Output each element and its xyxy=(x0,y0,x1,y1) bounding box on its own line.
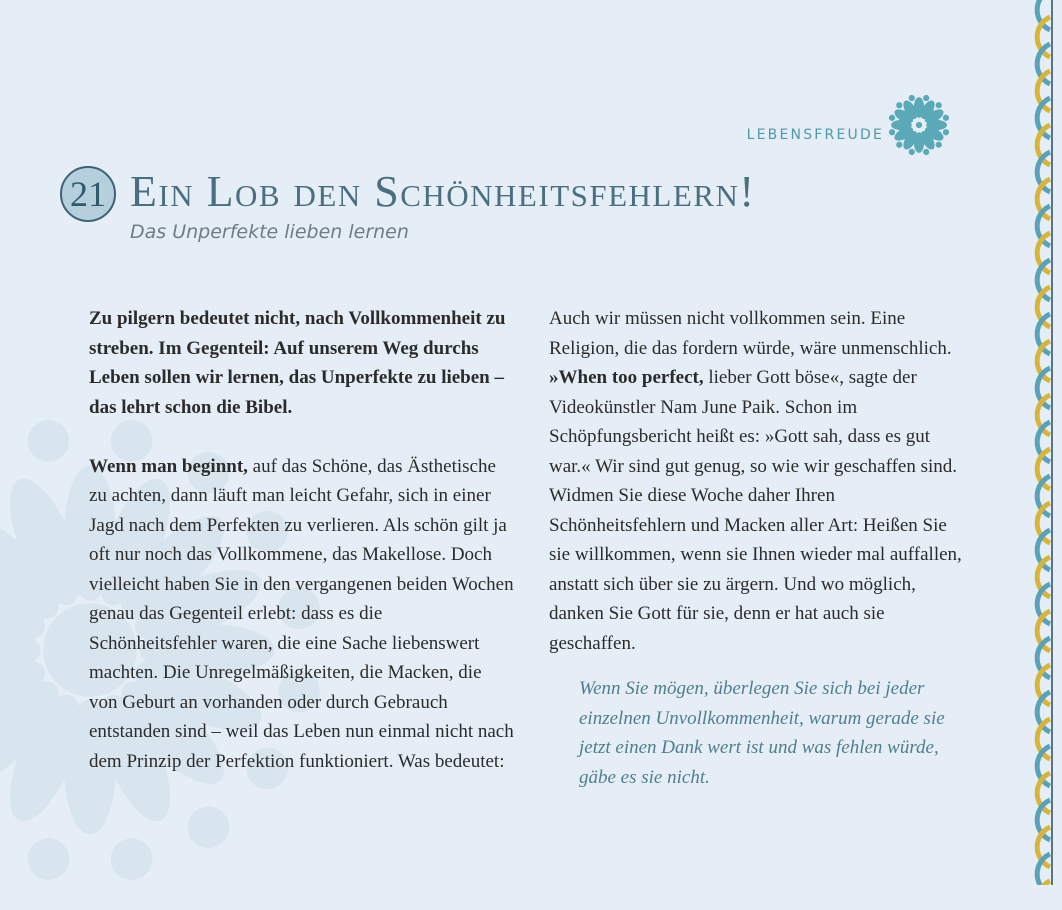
reflection-tip: Wenn Sie mögen, überlegen Sie sich bei jeder einzelnen Unvollkommenheit, warum gerade sie jetzt einen Dank wert ist und was fehlen würde, gäbe es sie nicht. xyxy=(549,674,969,792)
page-title: Ein Lob den Schönheitsfehlern! xyxy=(130,166,756,217)
celtic-border-ornament xyxy=(1004,0,1062,885)
paragraph-1-text: auf das Schöne, das Ästhetische zu achten, dann läuft man leicht Gefahr, sich in einer Jagd nach dem Perfekten zu verlieren. Als schön gilt ja oft nur noch das Vollkommene, das Makellose. Doch vielleicht haben Sie in den vergangenen beiden Wochen genau das Gegenteil erlebt: dass es die Schönheitsfehler waren, die eine Sache liebenswert machten. Die Unregelmäßigkeiten, die Macken, die von Geburt an vorhanden oder durch Gebrauch entstanden sind – weil das Leben nun einmal nicht nach dem Prinzip der Perfektion funktioniert. Was bedeutet: xyxy=(89,456,514,772)
paragraph-2-text: lieber Gott böse«, sagte der Videokünstler Nam June Paik. Schon im Schöpfungsbericht heißt es: »Gott sah, dass es gut war.« Wir sind gut genug, so wie wir geschaffen sind. Widmen Sie diese Woche daher Ihren Schönheitsfehlern und Macken aller Art: Heißen Sie sie willkommen, wenn sie Ihnen wieder mal auffallen, anstatt sich über sie zu ärgern. Und wo möglich, danken Sie Gott für sie, denn er hat auch sie geschaffen. xyxy=(549,367,962,654)
body-paragraph-2 xyxy=(549,363,969,658)
lead-paragraph: Zu pilgern bedeutet nicht, nach Vollkommenheit zu streben. Im Gegenteil: Auf unserem Weg durchs Leben sollen wir lernen, das Unperfekte zu lieben – das lehrt schon die Bibel. xyxy=(89,304,514,422)
left-column xyxy=(89,304,514,776)
body-paragraph-1-continued: Auch wir müssen nicht vollkommen sein. Eine Religion, die das fordern würde, wäre unmenschlich. xyxy=(549,304,969,363)
category-label: LEBENSFREUDE xyxy=(747,127,884,143)
chapter-number-badge: 21 xyxy=(60,166,116,222)
mandala-icon xyxy=(888,94,950,156)
right-column xyxy=(549,304,969,792)
paragraph-2-opening: »When too perfect, xyxy=(549,367,704,388)
page-subtitle: Das Unperfekte lieben lernen xyxy=(130,221,409,243)
body-paragraph-1 xyxy=(89,452,514,777)
paragraph-1-opening: Wenn man beginnt, xyxy=(89,456,248,477)
